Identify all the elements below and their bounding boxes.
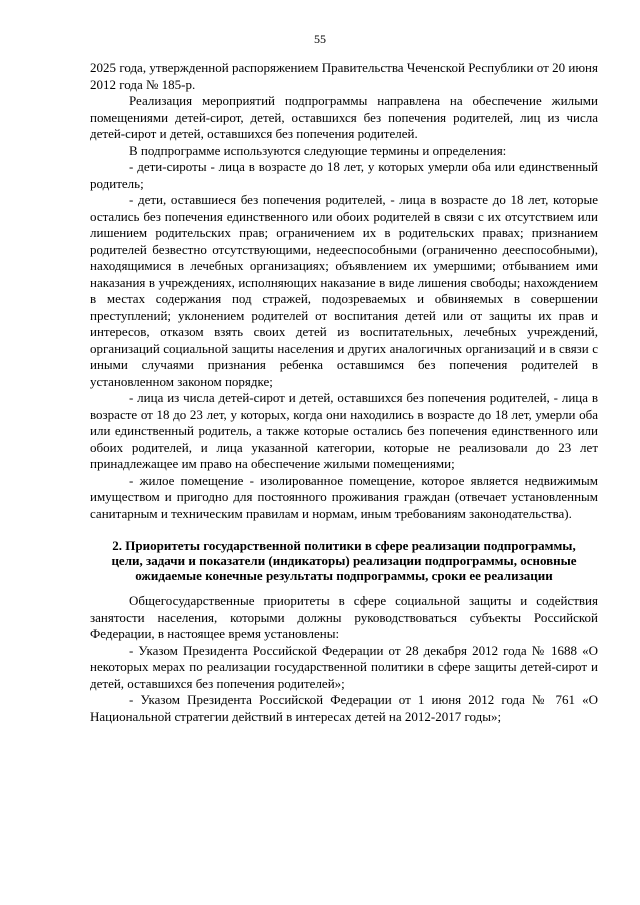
document-body xyxy=(90,60,598,725)
section-heading: 2. Приоритеты государственной политики в сфере реализации подпрограммы, цели, задачи и показатели (индикаторы) реализации подпрограммы, основные ожидаемые конечные результаты подпрограммы, сроки ее реализации xyxy=(111,538,577,583)
list-item: - Указом Президента Российской Федерации от 28 декабря 2012 года № 1688 «О некоторых мерах по реализации государственной политики в сфере защиты детей-сирот и детей, оставшихся без попечения родителей»; xyxy=(90,642,598,691)
paragraph: В подпрограмме используются следующие термины и определения: xyxy=(129,142,507,158)
list-item: - Указом Президента Российской Федерации от 1 июня 2012 года № 761 «О Национальной стратегии действий в интересах детей на 2012-2017 годы»; xyxy=(90,692,598,724)
paragraph: 2025 года, утвержденной распоряжением Правительства Чеченской Республики от 20 июня 2012 года № 185-р. xyxy=(90,60,598,92)
definition-item: - дети-сироты - лица в возрасте до 18 лет, у которых умерли оба или единственный родитель; xyxy=(90,159,598,191)
definition-item: - жилое помещение - изолированное помещение, которое является недвижимым имуществом и пригодно для постоянного проживания граждан (отвечает установленным санитарным и техническим правилам и нормам, иным требованиям законодательства). xyxy=(90,472,598,521)
definition-item: - лица из числа детей-сирот и детей, оставшихся без попечения родителей, - лица в возрасте от 18 до 23 лет, у которых, когда они находились в возрасте до 18 лет, умерли оба или единственный родитель, а также которые остались без попечения единственного или обоих родителей, и лица указанной категории, которые не реализовали до 23 лет принадлежащее им право на обеспечение жилыми помещениями; xyxy=(90,390,598,471)
definition-item: - дети, оставшиеся без попечения родителей, - лица в возрасте до 18 лет, которые остались без попечения единственного или обоих родителей в связи с их отсутствием или лишением родительских прав; ограничением их в родительских правах; признанием родителей безвестно отсутствующими, недееспособными (ограниченно дееспособными), находящимися в лечебных организациях; объявлением их умершими; отбыванием ими наказания в учреждениях, исполняющих наказание в виде лишения свободы; нахождением в местах содержания под стражей, подозреваемых и обвиняемых в совершении преступлений; уклонением родителей от воспитания детей или от защиты их прав и интересов, отказом взять своих детей из воспитательных, лечебных учреждений, организаций социальной защиты населения и других аналогичных организаций и в связи с иными случаями признания ребенка оставшимся без попечения родителей в установленном законом порядке; xyxy=(90,192,598,389)
paragraph: Общегосударственные приоритеты в сфере социальной защиты и содействия занятости населения, которыми должны руководствоваться субъекты Российской Федерации, в настоящее время установлены: xyxy=(90,593,598,641)
paragraph: Реализация мероприятий подпрограммы направлена на обеспечение жилыми помещениями детей-сирот, детей, оставшихся без попечения родителей, лиц из числа детей-сирот и детей, оставшихся без попечения родителей. xyxy=(90,93,598,141)
page-number: 55 xyxy=(314,32,326,46)
